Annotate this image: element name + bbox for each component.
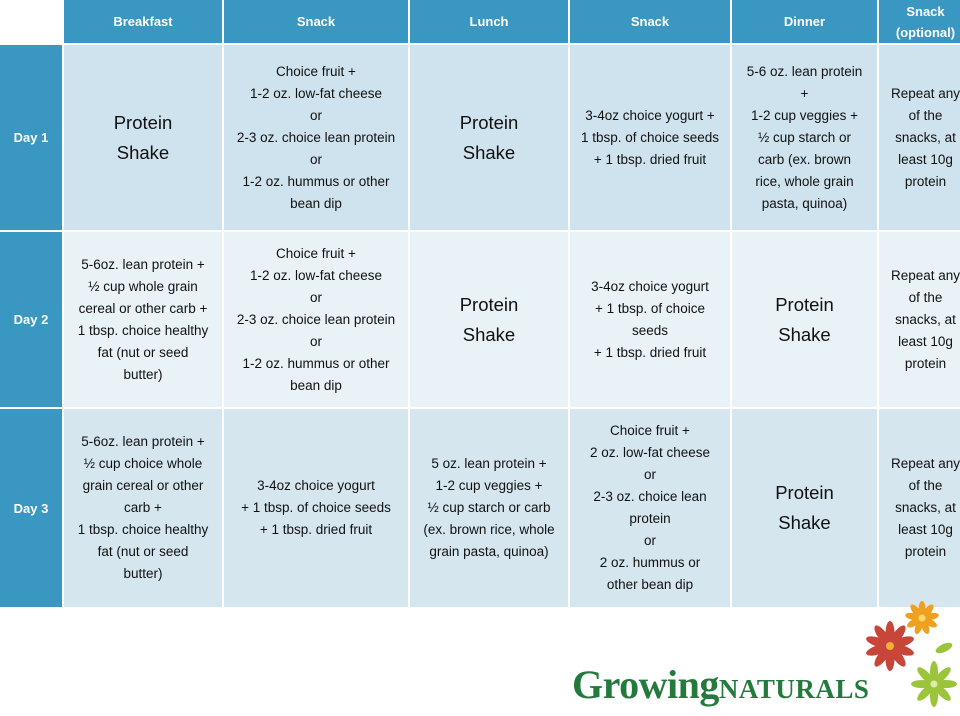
- logo-word-naturals: NATURALS: [718, 674, 870, 704]
- optional-snack-cell: Repeat any of the snacks, at least 10g protein: [879, 409, 960, 607]
- lunch-cell: 5 oz. lean protein + 1-2 cup veggies + ½ cup starch or carb (ex. brown rice, whole grain pasta, quinoa): [410, 409, 568, 607]
- dinner-cell: 5-6 oz. lean protein + 1-2 cup veggies + ½ cup starch or carb (ex. brown rice, whole grain pasta, quinoa): [732, 45, 877, 230]
- header-breakfast: Breakfast: [64, 0, 222, 43]
- snack-cell: 3-4oz choice yogurt + 1 tbsp. of choice seeds + 1 tbsp. dried fruit: [570, 232, 730, 407]
- day-label: Day 2: [0, 232, 62, 407]
- header-snack: Snack: [570, 0, 730, 43]
- snack-cell: 3-4oz choice yogurt + 1 tbsp. of choice seeds + 1 tbsp. dried fruit: [570, 45, 730, 230]
- orange-flower-icon: [905, 601, 940, 635]
- flowers-icon: [860, 600, 960, 716]
- corner-cell: [0, 0, 62, 43]
- breakfast-cell: 5-6oz. lean protein + ½ cup whole grain cereal or other carb + 1 tbsp. choice healthy fat (nut or seed butter): [64, 232, 222, 407]
- snack-cell: Choice fruit + 1-2 oz. low-fat cheese or 2-3 oz. choice lean protein or 1-2 oz. hummus or other bean dip: [224, 232, 408, 407]
- lunch-cell: Protein Shake: [410, 232, 568, 407]
- breakfast-cell: Protein Shake: [64, 45, 222, 230]
- logo-wordmark: [572, 661, 869, 708]
- snack-cell: 3-4oz choice yogurt + 1 tbsp. of choice seeds + 1 tbsp. dried fruit: [224, 409, 408, 607]
- lunch-cell: Protein Shake: [410, 45, 568, 230]
- snack-cell: Choice fruit + 2 oz. low-fat cheese or 2-3 oz. choice lean protein or 2 oz. hummus or other bean dip: [570, 409, 730, 607]
- optional-snack-cell: Repeat any of the snacks, at least 10g protein: [879, 232, 960, 407]
- dinner-cell: Protein Shake: [732, 232, 877, 407]
- snack-cell: Choice fruit + 1-2 oz. low-fat cheese or 2-3 oz. choice lean protein or 1-2 oz. hummus or other bean dip: [224, 45, 408, 230]
- header-lunch: Lunch: [410, 0, 568, 43]
- breakfast-cell: 5-6oz. lean protein + ½ cup choice whole grain cereal or other carb + 1 tbsp. choice healthy fat (nut or seed butter): [64, 409, 222, 607]
- header-snack-optional: Snack (optional): [879, 0, 960, 43]
- growing-naturals-logo: [572, 600, 960, 716]
- header-snack: Snack: [224, 0, 408, 43]
- lime-flower-icon: [911, 661, 957, 707]
- day-label: Day 1: [0, 45, 62, 230]
- day-label: Day 3: [0, 409, 62, 607]
- dinner-cell: Protein Shake: [732, 409, 877, 607]
- logo-word-growing: Growing: [572, 662, 719, 707]
- optional-snack-cell: Repeat any of the snacks, at least 10g protein: [879, 45, 960, 230]
- header-dinner: Dinner: [732, 0, 877, 43]
- red-flower-icon: [865, 621, 915, 671]
